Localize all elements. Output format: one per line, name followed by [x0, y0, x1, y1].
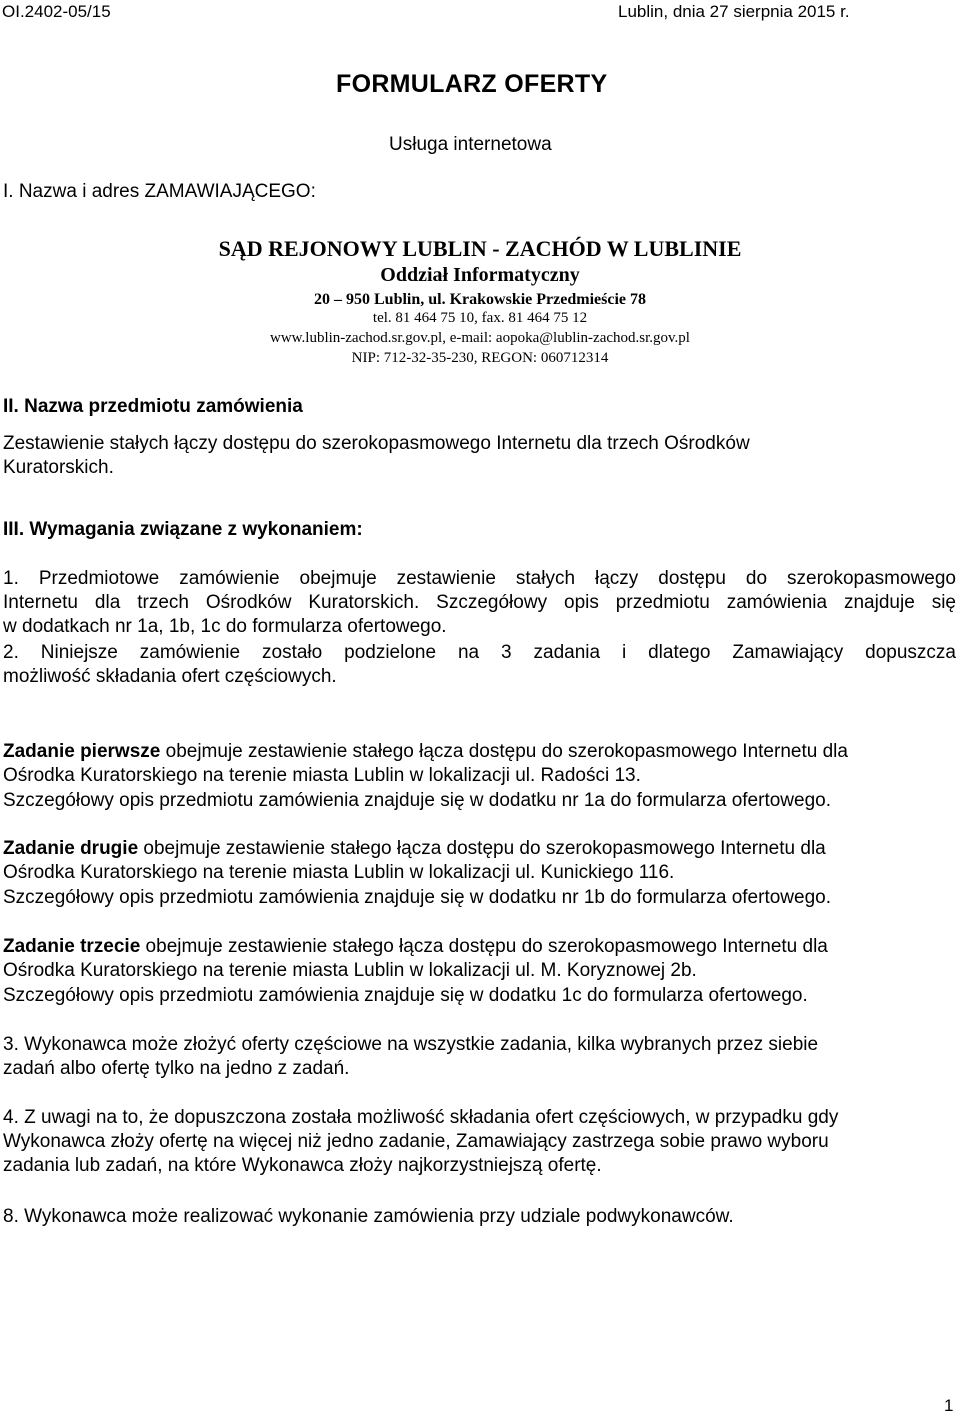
place-and-date: Lublin, dnia 27 sierpnia 2015 r.: [618, 2, 850, 21]
ordering-party-web-email: www.lublin-zachod.sr.gov.pl, e-mail: aopoka@lublin-zachod.sr.gov.pl: [270, 330, 690, 346]
ordering-party-department: Oddział Informatyczny: [380, 264, 580, 286]
paragraph-1-line1: 1. Przedmiotowe zamówienie obejmuje zestawienie stałych łączy dostępu do szerokopasmowego: [3, 568, 956, 589]
ordering-party-ids: NIP: 712-32-35-230, REGON: 060712314: [351, 350, 609, 366]
paragraph-1-line2: Internetu dla trzech Ośrodków Kuratorskich. Szczegółowy opis przedmiotu zamówienia znajduje się: [3, 592, 956, 613]
ordering-party-phone: tel. 81 464 75 10, fax. 81 464 75 12: [372, 310, 588, 326]
point-4-line1: 4. Z uwagi na to, że dopuszczona została możliwość składania ofert częściowych, w przypadku gdy: [3, 1107, 839, 1128]
task-2-line1: [3, 838, 826, 860]
task-1-line3: Szczegółowy opis przedmiotu zamówienia znajduje się w dodatku nr 1a do formularza ofertowego.: [3, 790, 831, 811]
paragraph-1-line3: w dodatkach nr 1a, 1b, 1c do formularza ofertowego.: [3, 616, 447, 637]
task-2-line1-text: obejmuje zestawienie stałego łącza dostępu do szerokopasmowego Internetu dla: [138, 838, 826, 859]
document-reference: OI.2402-05/15: [2, 2, 111, 21]
task-3-line3: Szczegółowy opis przedmiotu zamówienia znajduje się w dodatku 1c do formularza ofertowego.: [3, 985, 808, 1006]
task-2-label: Zadanie drugie: [3, 838, 139, 859]
point-8: 8. Wykonawca może realizować wykonanie zamówienia przy udziale podwykonawców.: [3, 1206, 734, 1227]
page-number: 1: [944, 1396, 954, 1415]
section-3-heading: III. Wymagania związane z wykonaniem:: [3, 519, 363, 540]
section-2-heading: II. Nazwa przedmiotu zamówienia: [3, 396, 303, 417]
section-2-text-line2: Kuratorskich.: [3, 457, 114, 478]
section-1-heading: I. Nazwa i adres ZAMAWIAJĄCEGO:: [3, 181, 316, 202]
task-3-label: Zadanie trzecie: [3, 936, 141, 957]
task-1-label: Zadanie pierwsze: [3, 741, 161, 762]
task-3-line2: Ośrodka Kuratorskiego na terenie miasta Lublin w lokalizacji ul. M. Koryznowej 2b.: [3, 960, 697, 981]
point-3-line2: zadań albo ofertę tylko na jedno z zadań.: [3, 1058, 350, 1079]
task-3-line1-text: obejmuje zestawienie stałego łącza dostępu do szerokopasmowego Internetu dla: [140, 936, 828, 957]
section-2-text-line1: Zestawienie stałych łączy dostępu do szerokopasmowego Internetu dla trzech Ośrodków: [3, 433, 750, 454]
paragraph-2-line1: 2. Niniejsze zamówienie zostało podzielone na 3 zadania i dlatego Zamawiający dopuszcza: [3, 642, 956, 663]
point-4-line2: Wykonawca złoży ofertę na więcej niż jedno zadanie, Zamawiający zastrzega sobie prawo wyboru: [3, 1131, 829, 1152]
task-1-line1-text: obejmuje zestawienie stałego łącza dostępu do szerokopasmowego Internetu dla: [160, 741, 848, 762]
point-4-line3: zadania lub zadań, na które Wykonawca złoży najkorzystniejszą ofertę.: [3, 1155, 602, 1176]
ordering-party-address: 20 – 950 Lublin, ul. Krakowskie Przedmieście 78: [314, 291, 646, 308]
page-title: FORMULARZ OFERTY: [336, 70, 608, 98]
task-1-line2: Ośrodka Kuratorskiego na terenie miasta Lublin w lokalizacji ul. Radości 13.: [3, 765, 641, 786]
task-2-line3: Szczegółowy opis przedmiotu zamówienia znajduje się w dodatku nr 1b do formularza ofertowego.: [3, 887, 831, 908]
point-3-line1: 3. Wykonawca może złożyć oferty częściowe na wszystkie zadania, kilka wybranych przez siebie: [3, 1034, 819, 1055]
paragraph-2-line2: możliwość składania ofert częściowych.: [3, 666, 337, 687]
ordering-party-name: SĄD REJONOWY LUBLIN - ZACHÓD W LUBLINIE: [218, 236, 742, 261]
page-subtitle: Usługa internetowa: [389, 134, 552, 155]
task-2-line2: Ośrodka Kuratorskiego na terenie miasta Lublin w lokalizacji ul. Kunickiego 116.: [3, 862, 675, 883]
task-3-line1: [3, 936, 828, 958]
task-1-line1: [3, 741, 848, 763]
